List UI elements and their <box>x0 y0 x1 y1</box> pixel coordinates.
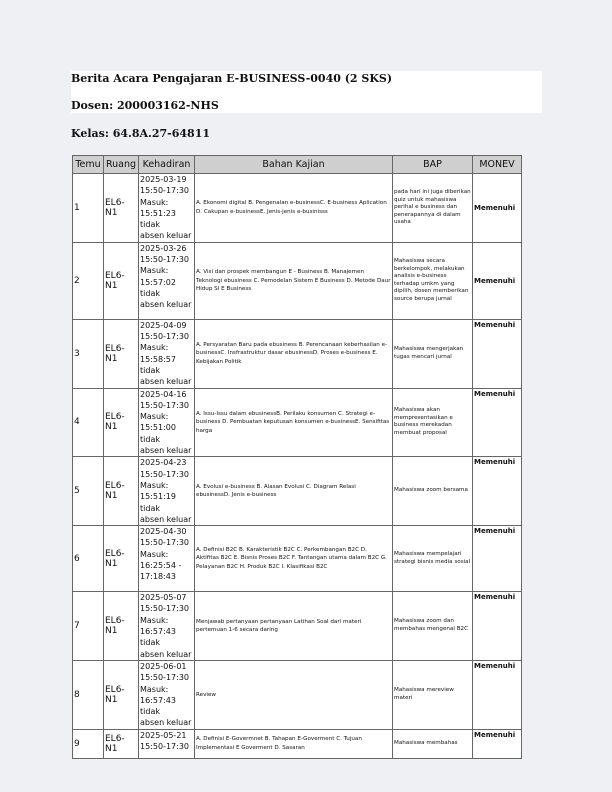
cell-temu: 2 <box>73 242 104 319</box>
cell-kehadiran: 2025-06-01 15:50-17:30 Masuk: 16:57:43 tidak absen keluar <box>139 660 195 729</box>
cell-temu: 6 <box>73 526 104 592</box>
cell-monev: Memenuhi <box>473 319 522 388</box>
cell-kehadiran: 2025-03-19 15:50-17:30 Masuk: 15:51:23 tidak absen keluar <box>139 174 195 243</box>
cell-temu: 3 <box>73 319 104 388</box>
document-title: Berita Acara Pengajaran E-BUSINESS-0040 (2 SKS) <box>71 71 542 113</box>
col-header-temu: Temu <box>73 156 104 174</box>
cell-bap: Mahasiswa akan mempresentasikan e business merekadan membuat proposal <box>393 388 473 457</box>
table-row <box>73 592 522 661</box>
col-header-ruang: Ruang <box>104 156 139 174</box>
cell-temu: 8 <box>73 660 104 729</box>
cell-kehadiran: 2025-04-23 15:50-17:30 Masuk: 15:51:19 tidak absen keluar <box>139 457 195 526</box>
cell-kehadiran: 2025-04-16 15:50-17:30 Masuk: 15:51:00 tidak absen keluar <box>139 388 195 457</box>
cell-bahan-kajian: A. Persyaratan Baru pada ebusiness B. Perencanaan keberhasilan e-businessC. Insfrastruktur dasar ebusinessD. Proses e-business E. Kebijakan Politik <box>195 319 393 388</box>
cell-bap: Mahasiswa zoom bersama <box>393 457 473 526</box>
cell-ruang: EL6-N1 <box>104 388 139 457</box>
cell-bahan-kajian: A. Definisi B2C B. Karakteristik B2C C. Perkembangan B2C D. Aktifitas B2C E. Bisnis Proses B2C F. Tantangan utama dalam B2C G. Pelayanan B2C H. Produk B2C I. Klasifikasi B2C <box>195 526 393 592</box>
cell-bap: Mahasiswa secara berkelompok, melakukan analisis e-business terhadap umkm yang dipilih, dosen memberikan source berupa jurnal <box>393 242 473 319</box>
cell-kehadiran: 2025-04-09 15:50-17:30 Masuk: 15:58:57 tidak absen keluar <box>139 319 195 388</box>
cell-temu: 4 <box>73 388 104 457</box>
cell-temu: 1 <box>73 174 104 243</box>
dosen-line: Dosen: 200003162-NHS <box>71 99 219 112</box>
cell-bap: Mahasiswa mereview materi <box>393 660 473 729</box>
cell-bahan-kajian: A. Ekonomi digital B. Pengenalan e-businessC. E-business Aplication D. Cakupan e-businessE. Jenis-jenis e-businisss <box>195 174 393 243</box>
cell-temu: 5 <box>73 457 104 526</box>
table-row <box>73 319 522 388</box>
cell-kehadiran: 2025-04-30 15:50-17:30 Masuk: 16:25:54 - 17:18:43 <box>139 526 195 592</box>
table-row <box>73 526 522 592</box>
cell-bahan-kajian: A. Visi dan prospek membangun E - Business B. Manajemen Teknologi ebusiness C. Pemodelan Sistem E Business D. Metode Daur Hidup SI E Business <box>195 242 393 319</box>
kelas-line: Kelas: 64.8A.27-64811 <box>71 127 211 140</box>
cell-bap: Mahasiswa mengerjakan tugas mencari jurnal <box>393 319 473 388</box>
cell-monev: Memenuhi <box>473 457 522 526</box>
cell-monev: Memenuhi <box>473 388 522 457</box>
cell-bahan-kajian: A. Evolusi e-business B. Alasan Evolusi C. Diagram Relasi ebusinessD. Jenis e-business <box>195 457 393 526</box>
table-row <box>73 660 522 729</box>
col-header-bap: BAP <box>393 156 473 174</box>
cell-ruang: EL6-N1 <box>104 174 139 243</box>
table-row <box>73 174 522 243</box>
cell-bahan-kajian: A. Issu-Issu dalam ebusinessB. Perilaku konsumen C. Strategi e-business D. Pembuatan keputusan konsumen e-businessE. Sensifitas harga <box>195 388 393 457</box>
cell-temu: 9 <box>73 729 104 758</box>
cell-ruang: EL6-N1 <box>104 526 139 592</box>
cell-temu: 7 <box>73 592 104 661</box>
cell-monev: Memenuhi <box>473 729 522 758</box>
table-row <box>73 388 522 457</box>
col-header-monev: MONEV <box>473 156 522 174</box>
table-row <box>73 242 522 319</box>
cell-kehadiran: 2025-03-26 15:50-17:30 Masuk: 15:57:02 tidak absen keluar <box>139 242 195 319</box>
table-row <box>73 729 522 758</box>
table-header-row <box>73 156 522 174</box>
cell-bahan-kajian: Menjawab pertanyaan pertanyaan Latihan Soal dari materi pertemuan 1-6 secara daring <box>195 592 393 661</box>
cell-bap: pada hari ini juga diberikan quiz untuk mahasiswa perihal e business dan penerapannya di dalam usaha <box>393 174 473 243</box>
cell-ruang: EL6-N1 <box>104 242 139 319</box>
cell-monev: Memenuhi <box>473 660 522 729</box>
cell-monev: Memenuhi <box>473 242 522 319</box>
col-header-kehadiran: Kehadiran <box>139 156 195 174</box>
cell-bap: Mahasiswa membahas <box>393 729 473 758</box>
cell-monev: Memenuhi <box>473 174 522 243</box>
cell-bap: Mahasiswa mempelajari strategi bisnis media sosial <box>393 526 473 592</box>
cell-ruang: EL6-N1 <box>104 660 139 729</box>
cell-kehadiran: 2025-05-21 15:50-17:30 <box>139 729 195 758</box>
cell-bahan-kajian: Review <box>195 660 393 729</box>
table-row <box>73 457 522 526</box>
cell-monev: Memenuhi <box>473 592 522 661</box>
cell-bahan-kajian: A. Definisi E-Govermnet B. Tahapan E-Goverment C. Tujuan Implementasi E Goverment D. Sasaran <box>195 729 393 758</box>
cell-ruang: EL6-N1 <box>104 592 139 661</box>
cell-ruang: EL6-N1 <box>104 729 139 758</box>
col-header-bahan-kajian: Bahan Kajian <box>195 156 393 174</box>
cell-ruang: EL6-N1 <box>104 319 139 388</box>
cell-kehadiran: 2025-05-07 15:50-17:30 Masuk: 16:57:43 tidak absen keluar <box>139 592 195 661</box>
cell-ruang: EL6-N1 <box>104 457 139 526</box>
attendance-table <box>72 155 522 759</box>
cell-monev: Memenuhi <box>473 526 522 592</box>
cell-bap: Mahasiswa zoom dan membahas mengenai B2C <box>393 592 473 661</box>
